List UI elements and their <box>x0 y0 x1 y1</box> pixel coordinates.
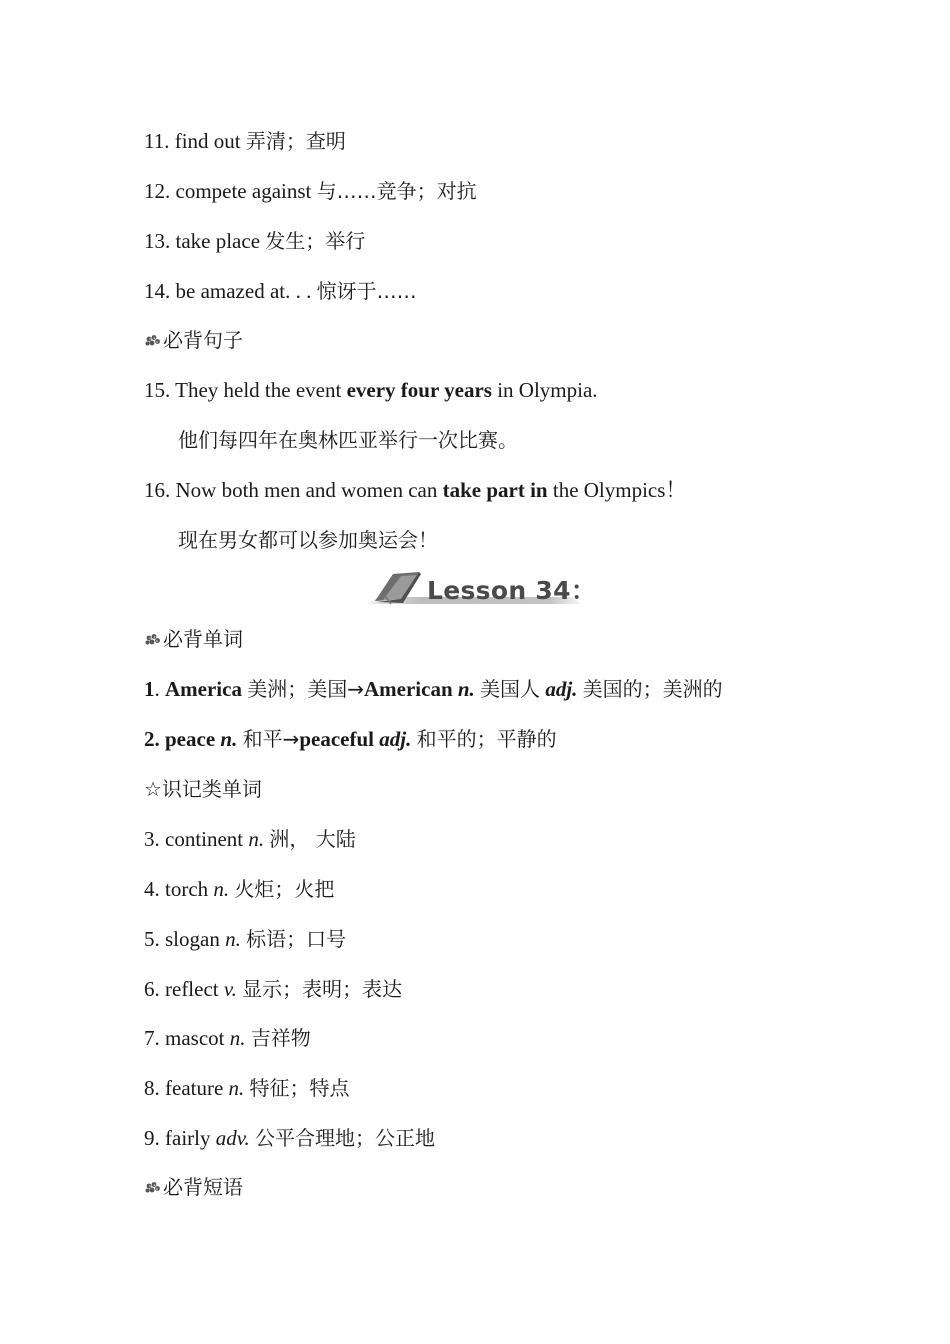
part-of-speech: n. <box>229 1026 246 1050</box>
phrase-chinese: 惊讶于…… <box>316 279 417 303</box>
word-meaning: 特征；特点 <box>249 1076 350 1100</box>
sentence-item <box>144 476 686 504</box>
sentence-text: Now both men and women can <box>175 478 438 502</box>
item-number: 15. <box>144 378 171 402</box>
headword: feature <box>165 1076 224 1100</box>
word-meaning: 和平的；平静的 <box>416 727 557 751</box>
item-number: 5. <box>144 927 160 951</box>
section-heading-words <box>144 625 243 653</box>
word-meaning: 美国人 <box>480 677 541 701</box>
phrase-item <box>144 177 477 205</box>
phrase-item <box>144 277 417 305</box>
part-of-speech: n. <box>248 827 265 851</box>
part-of-speech: v. <box>223 977 237 1001</box>
word-entry <box>144 875 334 903</box>
headword: America <box>165 677 242 701</box>
word-meaning: 显示；表明；表达 <box>242 977 403 1001</box>
phrase-item <box>144 227 365 255</box>
sentence-keyphrase: every four years <box>346 378 492 402</box>
word-meaning: 火炬；火把 <box>234 877 335 901</box>
section-title: 必背短语 <box>163 1175 243 1199</box>
word-meaning: 公平合理地；公正地 <box>255 1126 435 1150</box>
section-title: 必背单词 <box>163 627 243 651</box>
sentence-translation: 现在男女都可以参加奥运会！ <box>178 528 438 552</box>
part-of-speech: n. <box>228 1076 245 1100</box>
sentence-text: the Olympics！ <box>552 478 687 502</box>
word-meaning: 和平→ <box>242 727 300 751</box>
part-of-speech: n. <box>220 727 238 751</box>
item-number: 3. <box>144 827 160 851</box>
lesson-title: Lesson 34： <box>427 576 597 605</box>
item-number: 16. <box>144 478 171 502</box>
item-number: 6. <box>144 977 160 1001</box>
item-number: 7. <box>144 1026 160 1050</box>
part-of-speech: n. <box>457 677 475 701</box>
sentence-translation: 他们每四年在奥林匹亚举行一次比赛。 <box>178 428 518 452</box>
item-number: 9. <box>144 1126 160 1150</box>
sentence-keyphrase: take part in <box>442 478 548 502</box>
headword: torch <box>165 877 209 901</box>
phrase-english: be amazed at. . . <box>175 279 312 303</box>
item-number: 13. <box>144 229 171 253</box>
phrase-english: compete against <box>175 179 312 203</box>
part-of-speech: adv. <box>215 1126 250 1150</box>
flower-bullet-icon <box>144 1181 162 1195</box>
lesson-banner <box>367 566 597 610</box>
word-meaning: 美洲；美国→ <box>247 677 364 701</box>
headword: reflect <box>165 977 219 1001</box>
item-number: 12. <box>144 179 171 203</box>
part-of-speech: adj. <box>545 677 578 701</box>
phrase-english: find out <box>174 129 241 153</box>
flower-bullet-icon <box>144 334 162 348</box>
item-number: 11. <box>144 129 170 153</box>
word-entry <box>144 1124 435 1152</box>
word-meaning: 吉祥物 <box>250 1026 311 1050</box>
word-entry <box>144 825 356 853</box>
recognition-words-heading: ☆识记类单词 <box>144 777 262 801</box>
item-number: 2. <box>144 727 160 751</box>
word-entry <box>144 1024 311 1052</box>
word-meaning: 美国的；美洲的 <box>582 677 723 701</box>
word-entry: 1. America 美洲；美国→American n. 美国人 adj. 美国的；美洲的 <box>144 677 723 701</box>
item-number: 8. <box>144 1076 160 1100</box>
headword: mascot <box>165 1026 225 1050</box>
sentence-item <box>144 376 598 404</box>
derived-word: peaceful <box>299 727 375 751</box>
part-of-speech: adj. <box>379 727 412 751</box>
item-number: 4. <box>144 877 160 901</box>
word-meaning: 标语；口号 <box>246 927 347 951</box>
derived-word: American <box>363 677 453 701</box>
word-entry <box>144 925 346 953</box>
phrase-chinese: 发生；举行 <box>265 229 366 253</box>
word-entry <box>144 725 557 753</box>
flower-bullet-icon <box>144 633 162 647</box>
section-heading-phrases <box>144 1173 243 1201</box>
item-number: 14. <box>144 279 171 303</box>
headword: peace <box>165 727 216 751</box>
phrase-item <box>144 127 346 155</box>
sentence-text: They held the event <box>175 378 342 402</box>
headword: slogan <box>165 927 220 951</box>
headword: continent <box>165 827 244 851</box>
phrase-chinese: 与……竞争；对抗 <box>316 179 477 203</box>
phrase-chinese: 弄清；查明 <box>245 129 346 153</box>
section-heading-sentences <box>144 326 243 354</box>
phrase-english: take place <box>175 229 261 253</box>
part-of-speech: n. <box>225 927 241 951</box>
sentence-text: in Olympia. <box>497 378 598 402</box>
word-meaning: 洲， 大陆 <box>269 827 356 851</box>
word-entry <box>144 975 402 1003</box>
item-number: 1 <box>144 677 155 701</box>
headword: fairly <box>165 1126 211 1150</box>
word-entry <box>144 1074 350 1102</box>
section-title: 必背句子 <box>163 328 243 352</box>
part-of-speech: n. <box>213 877 230 901</box>
